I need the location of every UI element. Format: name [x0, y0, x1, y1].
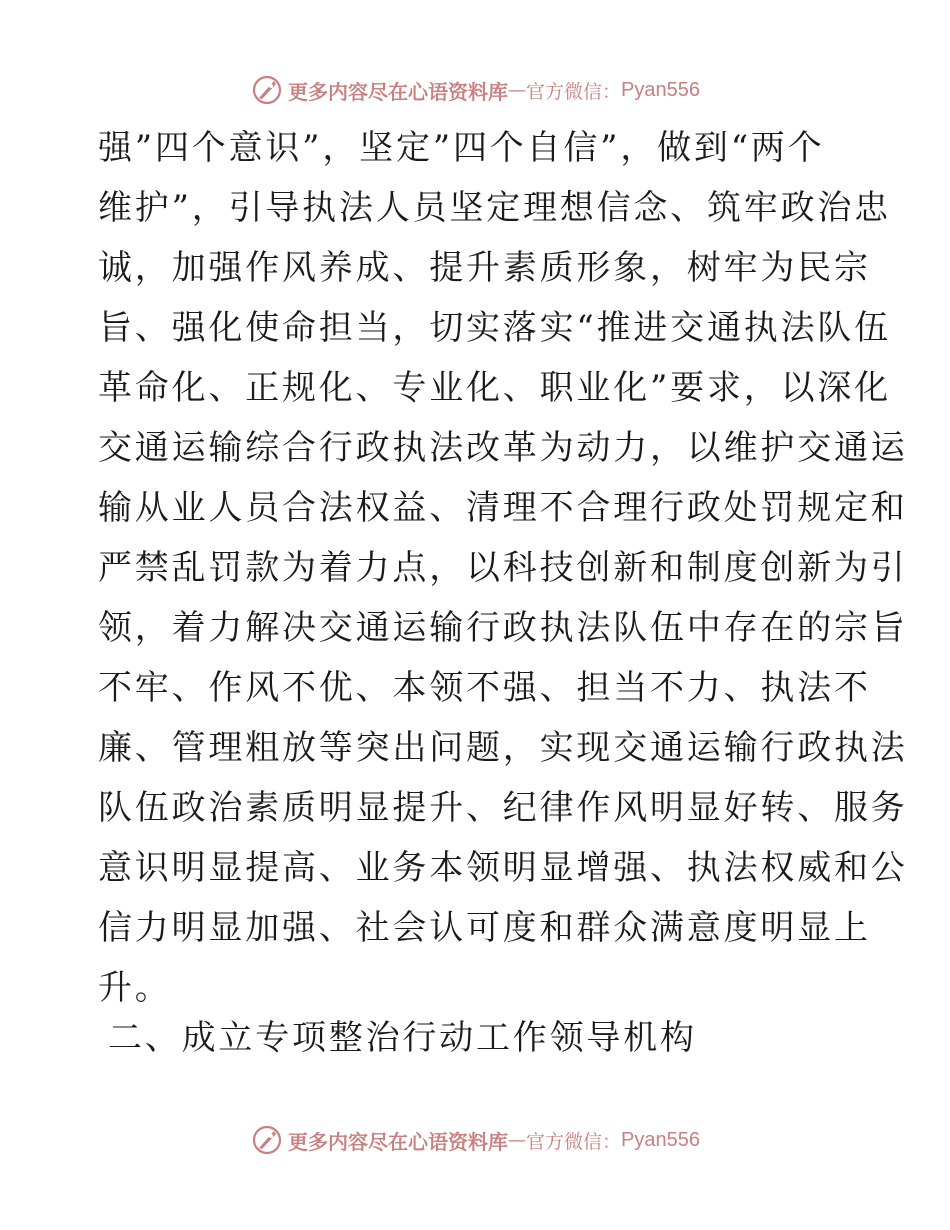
banner-wechat-id: Pyan556	[621, 1128, 700, 1151]
body-line: 输从业人员合法权益、清理不合理行政处罚规定和	[98, 488, 908, 528]
banner-wechat-label: 官方微信：	[526, 1130, 622, 1153]
body-line: 意识明显提高、业务本领明显增强、执法权威和公	[98, 848, 908, 888]
banner-main-text: 更多内容尽在心语资料库	[288, 79, 508, 104]
body-line: 革命化、正规化、专业化、职业化”要求，以深化	[98, 368, 891, 408]
body-line: 信力明显加强、社会认可度和群众满意度明显上	[98, 908, 871, 948]
body-line: 维护”，引导执法人员坚定理想信念、筑牢政治忠	[98, 188, 891, 228]
body-line: 廉、管理粗放等突出问题，实现交通运输行政执法	[98, 728, 908, 768]
body-line: 不牢、作风不优、本领不强、担当不力、执法不	[98, 668, 871, 708]
body-line: 领，着力解决交通运输行政执法队伍中存在的宗旨	[98, 608, 908, 648]
footer-banner	[0, 1120, 950, 1160]
quill-circle-logo-icon	[250, 1123, 284, 1157]
body-line: 旨、强化使命担当，切实落实“推进交通执法队伍	[98, 308, 891, 348]
body-line: 诚，加强作风养成、提升素质形象，树牢为民宗	[98, 248, 871, 288]
body-line: 强”四个意识”，坚定”四个自信”，做到“两个	[98, 128, 825, 168]
quill-circle-logo-icon	[250, 73, 284, 107]
banner-wechat-label: 官方微信：	[526, 80, 622, 103]
body-line: 队伍政治素质明显提升、纪律作风明显好转、服务	[98, 788, 908, 828]
banner-dash: —	[508, 79, 526, 101]
banner-main-text: 更多内容尽在心语资料库	[288, 1129, 508, 1154]
body-line: 严禁乱罚款为着力点，以科技创新和制度创新为引	[98, 548, 908, 588]
body-paragraph	[98, 118, 908, 1018]
section-heading: 二、成立专项整治行动工作领导机构	[108, 1018, 697, 1058]
banner-dash: —	[508, 1129, 526, 1151]
body-line: 交通运输综合行政执法改革为动力，以维护交通运	[98, 428, 908, 468]
header-banner	[0, 70, 950, 110]
body-line: 升。	[98, 968, 172, 1008]
banner-wechat-id: Pyan556	[621, 78, 700, 101]
